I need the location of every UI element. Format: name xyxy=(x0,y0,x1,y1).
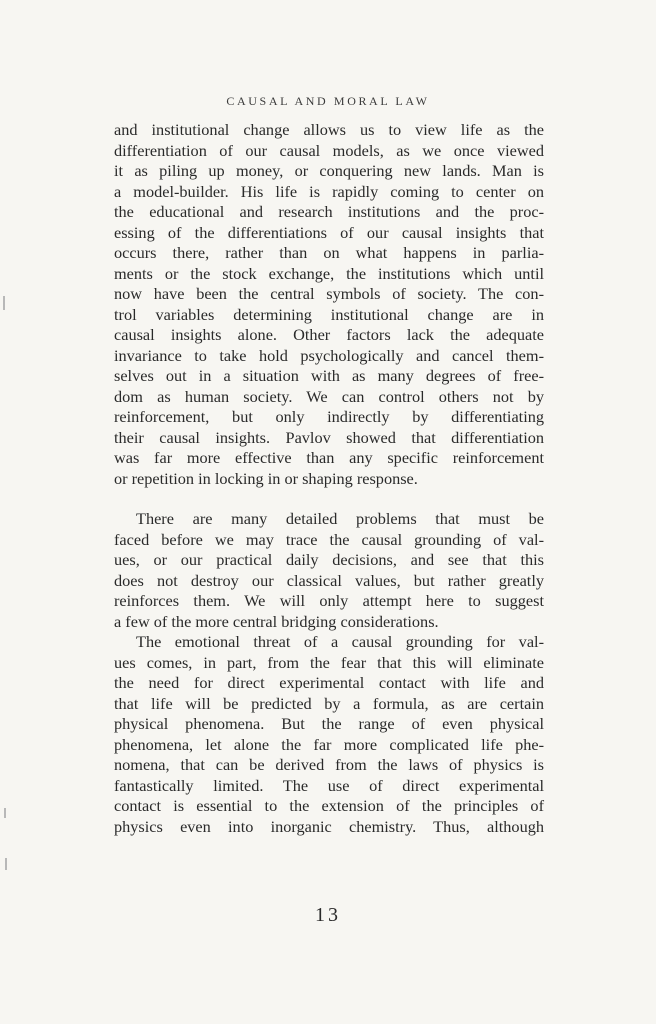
text-line: a model-builder. His life is rapidly coming to center on xyxy=(114,181,544,201)
text-line: the need for direct experimental contact with life and xyxy=(114,673,544,692)
text-line: nomena, that can be derived from the laws of physics is xyxy=(114,755,544,774)
page-number: 13 xyxy=(315,904,341,926)
text-line: fantastically limited. The use of direct experimental xyxy=(114,775,544,795)
text-line: dom as human society. We can control others not by xyxy=(114,386,544,406)
text-line: their causal insights. Pavlov showed that differentiation xyxy=(114,427,544,447)
text-line: phenomena, let alone the far more complicated life phe- xyxy=(114,734,544,754)
scan-mark xyxy=(5,858,7,870)
running-head: CAUSAL AND MORAL LAW xyxy=(226,94,430,108)
body-text xyxy=(114,120,544,837)
text-line: ments or the stock exchange, the institutions which until xyxy=(114,263,544,283)
text-line: that life will be predicted by a formula, as are certain xyxy=(114,693,544,713)
text-line: it as piling up money, or conquering new lands. Man is xyxy=(114,161,544,180)
text-line: reinforcement, but only indirectly by differentiating xyxy=(114,407,544,426)
text-line: was far more effective than any specific reinforcement xyxy=(114,448,544,467)
text-line: ues, or our practical daily decisions, and see that this xyxy=(114,550,544,569)
text-line: physics even into inorganic chemistry. Thus, although xyxy=(114,816,544,836)
text-line: a few of the more central bridging considerations. xyxy=(114,611,439,631)
text-line: physical phenomena. But the range of even physical xyxy=(114,714,544,733)
text-line: causal insights alone. Other factors lack the adequate xyxy=(114,325,544,344)
paragraph-1 xyxy=(114,120,544,489)
text-line: the educational and research institutions and the proc- xyxy=(114,202,544,221)
scan-mark xyxy=(3,296,5,310)
paragraph-2 xyxy=(114,509,544,632)
text-line: or repetition in locking in or shaping response. xyxy=(114,468,418,488)
text-line: invariance to take hold psychologically and cancel them- xyxy=(114,345,544,365)
text-line: essing of the differentiations of our causal insights that xyxy=(114,222,544,242)
text-line: differentiation of our causal models, as we once viewed xyxy=(114,140,544,160)
paragraph-3 xyxy=(114,632,544,837)
text-line: faced before we may trace the causal grounding of val- xyxy=(114,529,544,549)
text-line: reinforces them. We will only attempt here to suggest xyxy=(114,591,544,610)
text-line: selves out in a situation with as many degrees of free- xyxy=(114,366,544,385)
text-line: trol variables determining institutional change are in xyxy=(114,304,544,324)
scan-mark xyxy=(4,808,6,818)
text-line: The emotional threat of a causal grounding for val- xyxy=(136,632,544,651)
paragraph-gap xyxy=(114,489,544,509)
text-line: now have been the central symbols of society. The con- xyxy=(114,284,544,303)
text-line: and institutional change allows us to view life as the xyxy=(114,120,544,139)
text-line: occurs there, rather than on what happens in parlia- xyxy=(114,243,544,262)
text-line: does not destroy our classical values, but rather greatly xyxy=(114,570,544,590)
text-line: contact is essential to the extension of the principles of xyxy=(114,796,544,815)
text-line: ues comes, in part, from the fear that this will eliminate xyxy=(114,652,544,672)
text-line: There are many detailed problems that must be xyxy=(136,509,544,528)
